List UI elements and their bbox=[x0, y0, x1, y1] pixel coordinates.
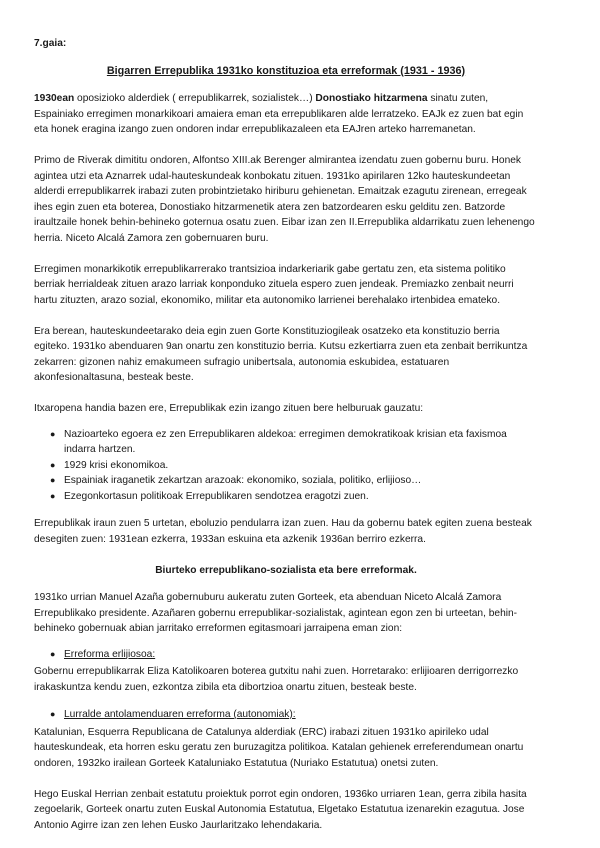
bullet-icon: ● bbox=[50, 648, 56, 659]
list-item bbox=[50, 707, 538, 723]
reform2-text: Katalunian, Esquerra Republicana de Catalunya alderdiak (ERC) irabazi zituen 1931ko apirileko udal hauteskundeak, eta horren esku geratu zen buruzagitza politikoa. Katalan gehienek erreferendumean onartu ondoren, 1932ko irailean Gorteek Kataluniako Estatutua (Nuriako Estatutua) onetsi zuten. bbox=[34, 726, 524, 769]
bullet-icon: ● bbox=[50, 459, 56, 470]
paragraph-4: Itxaropena handia bazen ere, Errepublikak ezin izango zituen bere helburuak gauzatu: bbox=[34, 403, 424, 414]
list-item bbox=[50, 647, 538, 663]
reform2-title: Lurralde antolamenduaren erreforma (autonomiak): bbox=[64, 709, 296, 720]
list-item: ● Ezegonkortasun politikoak Errepublikaren sendotzea eragotzi zuen. bbox=[64, 489, 538, 505]
reform1-text: Gobernu errepublikarrak Eliza Katolikoaren boterea gutxitu nahi zuen. Horretarako: erlijioaren derrigorrezko irakaskuntza kendu zuen, ezkontza zibila eta dibortzioa onartu zituen, besteak beste. bbox=[34, 666, 519, 693]
bullet-icon: ● bbox=[50, 490, 56, 501]
list-item: ● 1929 krisi ekonomikoa. bbox=[64, 458, 538, 474]
reform1-list bbox=[34, 647, 538, 663]
intro-text-2: sinatu zuten, Espainiako erregimen monarkikoari amaiera eman eta errepublikaren alde lerratzeko. EAJk ez zuen bat egin eta honek eragina izango zuen ondoren indar errepublikazaleen eta EAJren arteko harremanetan. bbox=[34, 93, 524, 135]
document-title: Bigarren Errepublika 1931ko konstituzioa eta erreformak (1931 - 1936) bbox=[106, 64, 466, 77]
section2-intro: 1931ko urrian Manuel Azaña gobernuburu aukeratu zuten Gorteek, eta abenduan Niceto Alcalá Zamora Errepublikako presidente. Azañaren gobernu errepublikar-sozialistak, agintean egon zen bi urteetan, behin-behineko gobernuak abian jarritako erreformen egitasmoari jarraipena eman zion: bbox=[34, 592, 518, 634]
problems-list bbox=[34, 427, 538, 505]
reform1-title: Erreforma erlijiosoa: bbox=[64, 648, 156, 660]
list-item: ● Nazioarteko egoera ez zen Errepublikaren aldekoa: erregimen demokratikoak krisian eta faxismoa indarra hartzen. bbox=[50, 428, 507, 455]
bullet-icon: ● bbox=[50, 475, 56, 485]
paragraph-3: Era berean, hauteskundeetarako deia egin zuen Gorte Konstituziogileak osatzeko eta konstituzio berria egiteko. 1931ko abenduaren 9an onartu zen konstituzio berria. Kutsu ezkertiarra zuen eta zenbait berrikuntza zekarren: gizonen nahiz emakumeen sufragio unibertsala, autonomia eskubidea, estatuaren akonfesionaltasuna, besteak beste. bbox=[34, 325, 528, 383]
chapter-label: 7.gaia: bbox=[34, 38, 67, 49]
list-item: ● Espainiak iraganetik zekartzan arazoak: ekonomiko, soziala, politiko, erlijioso… bbox=[64, 473, 538, 489]
intro-bold-term: Donostiako hitzarmena bbox=[315, 93, 428, 104]
reform2-list bbox=[34, 707, 538, 723]
paragraph-1: Primo de Riverak dimititu ondoren, Alfontso XIII.ak Berenger almirantea izendatu zuen gobernu buru. Honek agintea utzi eta Aznarrek udal-hauteskundeak konbokatu zituen. 1931ko apirilaren 12ko hauteskundeetan alderdi errepublikarrek irabazi zuten probintzietako hiriburu gehienetan. Emaitzak ezagutu zirenean, erregeak ihes egin zuen eta boterea, Donostiako hitzarmenetik atera zen batzordearen esku gelditu zen. Batzorde iraultzaile honek behin-behineko goternua osatu zuen. Eibar izan zen II.Errepublika aldarrikatu zuen lehenengo herria. Niceto Alcalá Zamora zen gobernuaren buru. bbox=[34, 155, 535, 244]
intro-text-1: oposizioko alderdiek ( errepublikarrek, sozialistek…) bbox=[74, 93, 316, 104]
intro-paragraph bbox=[34, 91, 538, 138]
paragraph-2: Erregimen monarkikotik errepublikarrerako trantsizioa indarkeriarik gabe gertatu zen, eta sistema politiko berriak herrialdeak zituen arazo larriak konponduko zituela espero zuen jendeak. Premiazko zenbait neurri hartu zituzten, arazo sozial, ekonomiko, militar eta autonomiko larrienei berehalako irtenbidea emateko. bbox=[34, 263, 514, 306]
after-bullets-paragraph: Errepublikak iraun zuen 5 urtetan, eboluzio pendularra izan zuen. Hau da gobernu batek egiten zuena besteak desegiten zuen: 1931ean ezkerra, 1933an eskuina eta azkenik 1936an berriro ezkerra. bbox=[34, 518, 532, 545]
bullet-icon: ● bbox=[50, 428, 56, 439]
intro-bold-year: 1930ean bbox=[34, 93, 75, 104]
closing-paragraph: Hego Euskal Herrian zenbait estatutu proiektuk porrot egin ondoren, 1936ko urriaren 1ean, gerra zibila hasita zegoelarik, Gorteek onartu zuten Euskal Autonomia Estatutua, Elgetako Estatutua izenarekin ezagutua. Jose Antonio Agirre izan zen lehen Eusko Jaurlaritzako lehendakaria. bbox=[34, 788, 527, 831]
section-heading: Biurteko errepublikano-sozialista eta bere erreformak. bbox=[155, 564, 417, 576]
bullet-icon: ● bbox=[50, 709, 56, 719]
